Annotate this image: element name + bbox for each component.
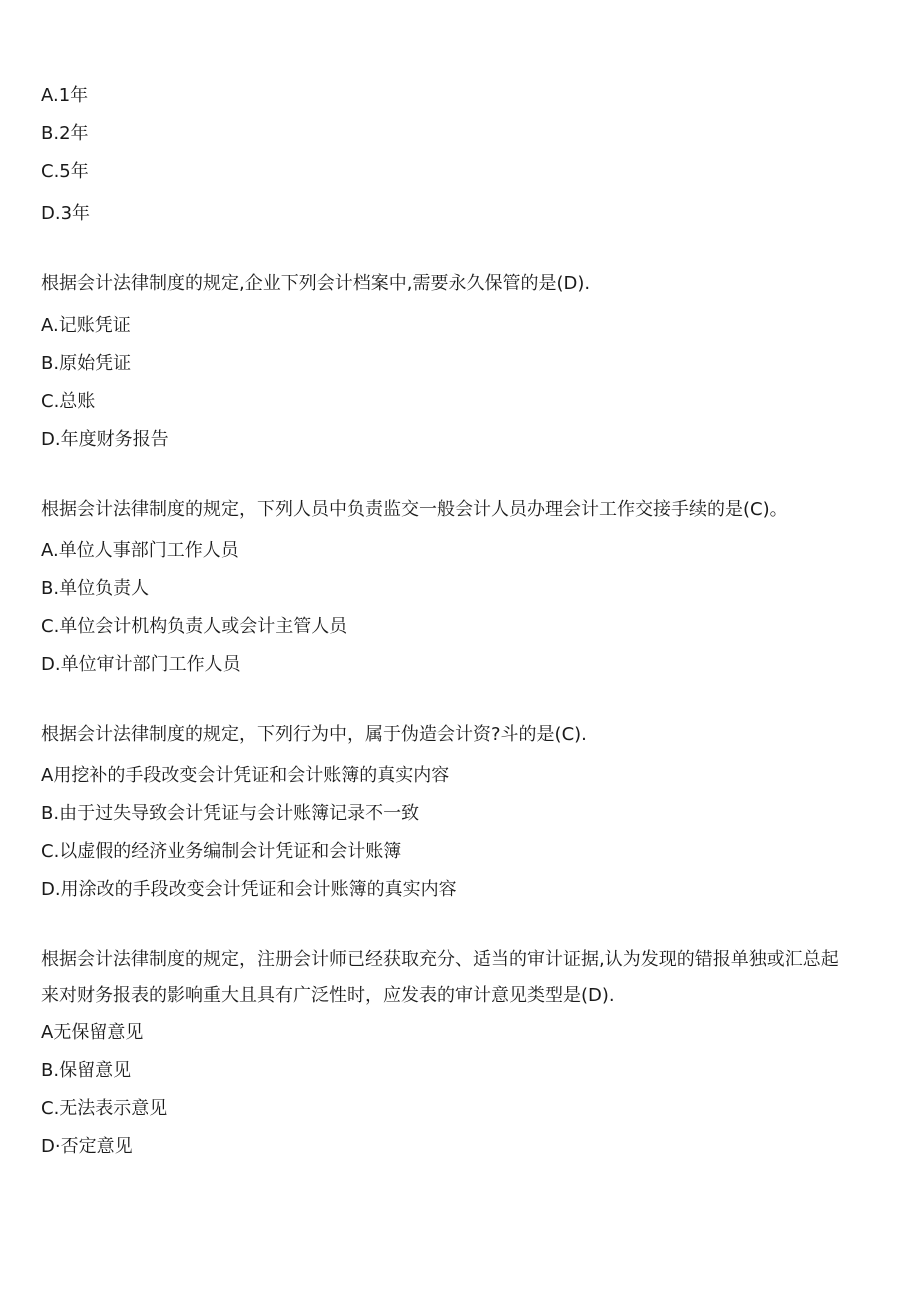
question-text: 根据会计法律制度的规定，下列人员中负责监交一般会计人员办理会计工作交接手续的是(C)。 [41, 499, 788, 520]
option-a: A用挖补的手段改变会计凭证和会计账簿的真实内容 [41, 765, 450, 786]
option-d: D.年度财务报告 [41, 429, 169, 450]
option-c: C.无法表示意见 [41, 1098, 168, 1119]
option-b: B.2年 [41, 123, 89, 144]
question-text: 根据会计法律制度的规定，下列行为中，属于伪造会计资?斗的是(C). [41, 724, 587, 745]
option-c: C.5年 [41, 161, 89, 182]
option-c: C.单位会计机构负责人或会计主管人员 [41, 616, 348, 637]
option-b: B.单位负责人 [41, 578, 150, 599]
option-d: D.用涂改的手段改变会计凭证和会计账簿的真实内容 [41, 879, 457, 900]
option-d: D·否定意见 [41, 1136, 133, 1157]
option-b: B.由于过失导致会计凭证与会计账簿记录不一致 [41, 803, 420, 824]
option-a: A无保留意见 [41, 1022, 144, 1043]
question-text-line2: 来对财务报表的影响重大且具有广泛性时，应发表的审计意见类型是(D). [41, 985, 615, 1006]
option-b: B.保留意见 [41, 1060, 132, 1081]
option-c: C.总账 [41, 391, 96, 412]
option-a: A.单位人事部门工作人员 [41, 540, 239, 561]
option-a: A.记账凭证 [41, 315, 131, 336]
option-d: D.单位审计部门工作人员 [41, 654, 241, 675]
question-text: 根据会计法律制度的规定,企业下列会计档案中,需要永久保管的是(D). [41, 273, 591, 294]
question-text-line1: 根据会计法律制度的规定，注册会计师已经获取充分、适当的审计证据,认为发现的错报单独或汇总起 [41, 949, 839, 970]
option-b: B.原始凭证 [41, 353, 132, 374]
option-c: C.以虚假的经济业务编制会计凭证和会计账簿 [41, 841, 402, 862]
option-d: D.3年 [41, 203, 91, 224]
option-a: A.1年 [41, 85, 89, 106]
